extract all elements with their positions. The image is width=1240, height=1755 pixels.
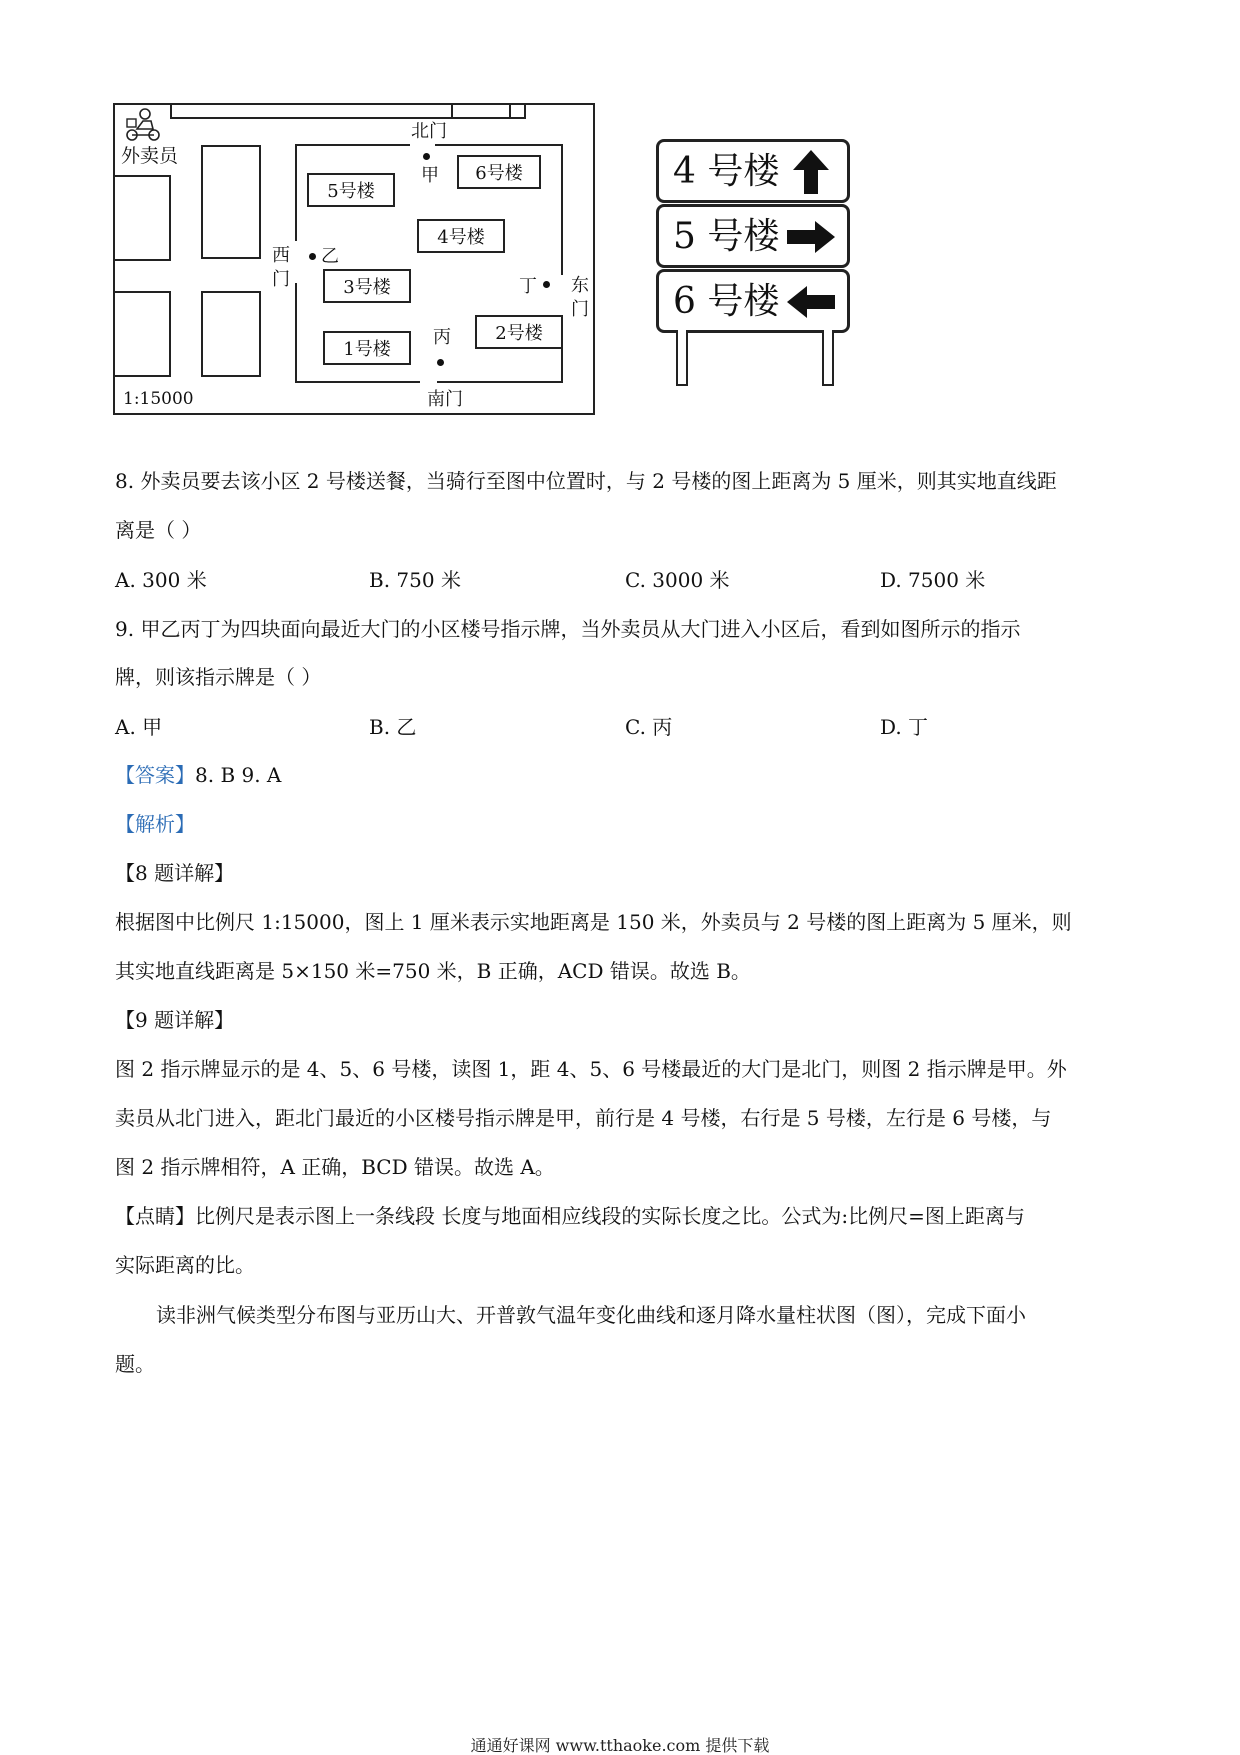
tip-line1: [115, 1201, 1025, 1231]
point-jia-dot: [423, 153, 430, 160]
d8-heading: 【8 题详解】: [115, 861, 235, 885]
q8-option-a: A. 300 米: [115, 568, 207, 592]
south-gate-label: 南门: [427, 389, 463, 410]
sign-row-4: [656, 139, 850, 203]
up-arrow-icon: [785, 148, 837, 196]
d8-line1: 根据图中比例尺 1:15000，图上 1 厘米表示实地距离是 150 米，外卖员与 2 号楼的图上距离为 5 厘米，则: [115, 910, 1072, 934]
answer-tag: 【答案】: [115, 763, 195, 787]
right-arrow-icon: [785, 213, 837, 261]
d9-line3: 图 2 指示牌相符，A 正确，BCD 错误。故选 A。: [115, 1155, 555, 1179]
point-yi-dot: [309, 253, 316, 260]
sign-post-right: [822, 330, 834, 386]
sign-row-6-label: 6 号楼: [673, 281, 780, 322]
sign-row-4-label: 4 号楼: [673, 151, 780, 192]
community-map: [113, 103, 595, 415]
tip-text: 比例尺是表示图上一条线段 长度与地面相应线段的实际长度之比。公式为:比例尺=图上距离与: [195, 1204, 1025, 1228]
building-5: 5号楼: [307, 173, 395, 207]
building-6: 6号楼: [457, 155, 541, 189]
community-wall: [115, 105, 593, 413]
building-1: 1号楼: [323, 331, 411, 365]
q9-option-c: C. 丙: [625, 715, 673, 739]
q8-option-b: B. 750 米: [369, 568, 461, 592]
tip-tag: 【点睛】: [115, 1204, 195, 1228]
d9-line1: 图 2 指示牌显示的是 4、5、6 号楼，读图 1，距 4、5、6 号楼最近的大门是北门，则图 2 指示牌是甲。外: [115, 1057, 1067, 1081]
q9-stem-line1: 9. 甲乙丙丁为四块面向最近大门的小区楼号指示牌，当外卖员从大门进入小区后，看到如图所示的指示: [115, 617, 1021, 641]
point-bing-label: 丙: [433, 327, 451, 348]
q8-stem-line1: 8. 外卖员要去该小区 2 号楼送餐，当骑行至图中位置时，与 2 号楼的图上距离为 5 厘米，则其实地直线距: [115, 469, 1057, 493]
point-yi-label: 乙: [321, 246, 339, 267]
d9-heading: 【9 题详解】: [115, 1008, 235, 1032]
map-scale: 1:15000: [123, 389, 194, 409]
q8-option-c: C. 3000 米: [625, 568, 730, 592]
courier-label: 外卖员: [121, 145, 179, 167]
north-gate-label: 北门: [411, 121, 447, 142]
answer-line: [115, 760, 281, 790]
east-gate-label: 东门: [568, 275, 589, 323]
answer-text: 8. B 9. A: [195, 763, 282, 787]
q9-option-d: D. 丁: [880, 715, 929, 739]
q9-option-a: A. 甲: [115, 715, 163, 739]
q9-option-b: B. 乙: [369, 715, 417, 739]
q8-option-d: D. 7500 米: [880, 568, 986, 592]
sign-row-5: [656, 204, 850, 268]
building-2: 2号楼: [475, 315, 563, 349]
building-4: 4号楼: [417, 219, 505, 253]
intro-line2: 题。: [115, 1352, 155, 1376]
q8-stem-line2: 离是（ ）: [115, 518, 202, 542]
tip-line2: 实际距离的比。: [115, 1253, 255, 1277]
point-ding-label: 丁: [519, 276, 537, 297]
left-arrow-icon: [785, 278, 837, 326]
building-3: 3号楼: [323, 269, 411, 303]
sign-row-6: [656, 269, 850, 333]
d8-line2: 其实地直线距离是 5×150 米=750 米，B 正确，ACD 错误。故选 B。: [115, 959, 751, 983]
point-bing-dot: [437, 359, 444, 366]
d9-line2: 卖员从北门进入，距北门最近的小区楼号指示牌是甲，前行是 4 号楼，右行是 5 号楼，左行是 6 号楼，与: [115, 1106, 1052, 1130]
intro-line1: 读非洲气候类型分布图与亚历山大、开普敦气温年变化曲线和逐月降水量柱状图（图），完成下面小: [156, 1303, 1026, 1327]
west-gate-label: 西门: [269, 245, 290, 293]
footer-credit: 通通好课网 www.tthaoke.com 提供下载: [470, 1736, 770, 1755]
q9-stem-line2: 牌，则该指示牌是（ ）: [115, 665, 322, 689]
point-ding-dot: [543, 281, 550, 288]
sign-post-left: [676, 330, 688, 386]
point-jia-label: 甲: [421, 165, 439, 186]
analysis-tag: 【解析】: [115, 812, 195, 836]
sign-row-5-label: 5 号楼: [673, 216, 780, 257]
